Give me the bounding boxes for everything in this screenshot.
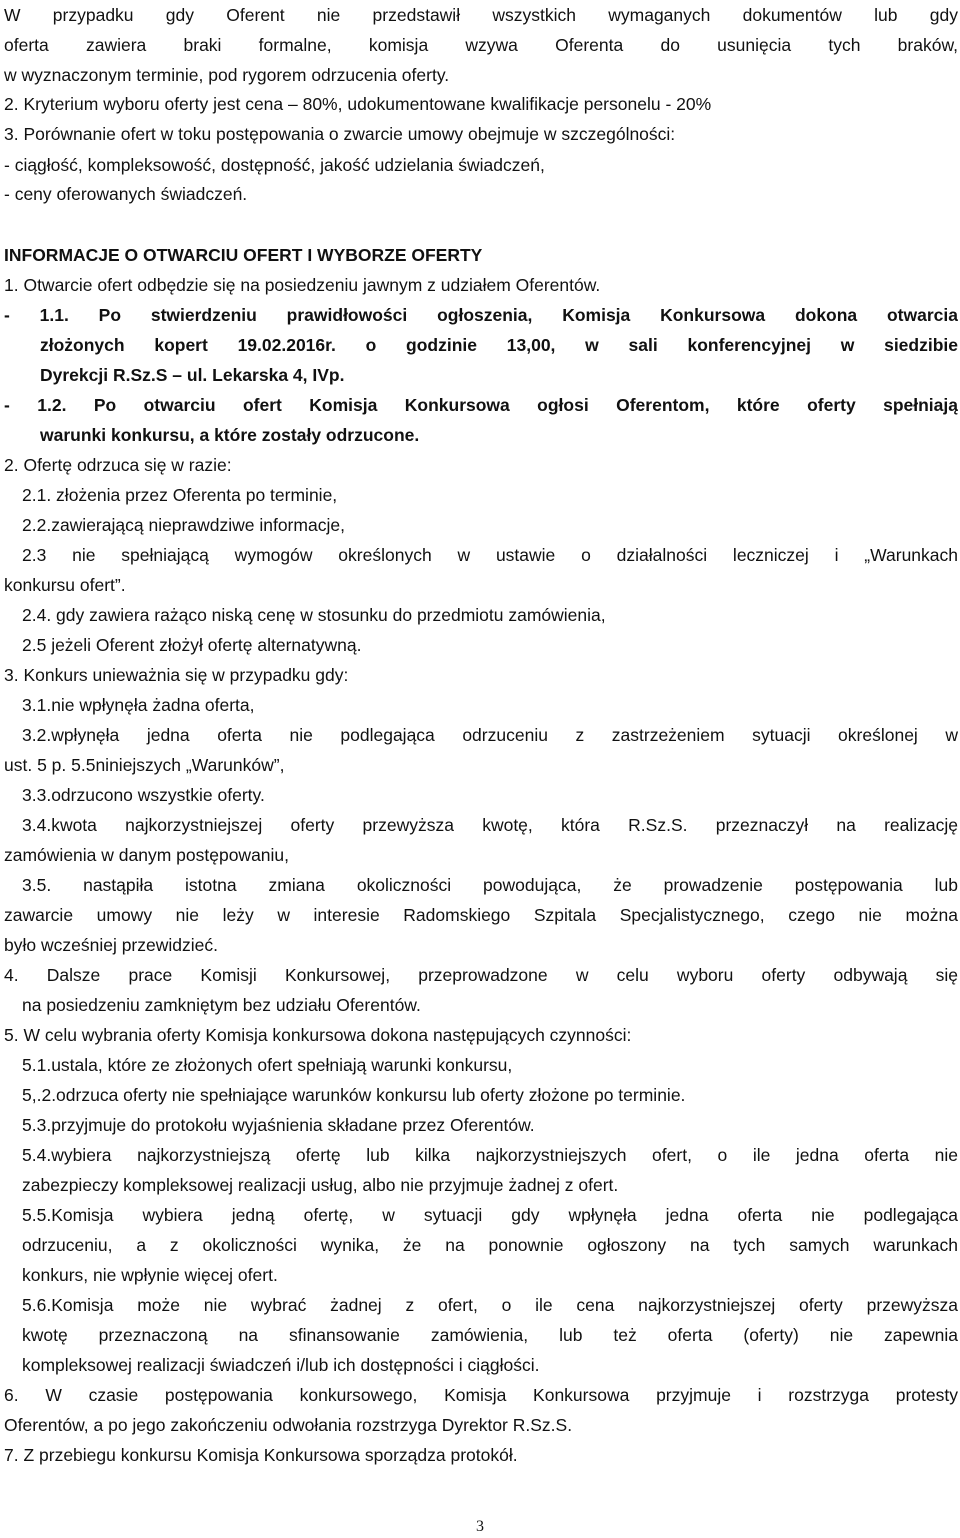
text-line: na posiedzeniu zamkniętym bez udziału Oferentów. — [22, 995, 421, 1015]
text-line: 5.5.Komisja wybiera jedną ofertę, w sytuacji gdy wpłynęła jedna oferta nie podlegająca — [22, 1205, 958, 1225]
text-line: 3.4.kwota najkorzystniejszej oferty przewyższa kwotę, która R.Sz.S. przeznaczył na realizację — [22, 815, 958, 835]
text-line: 1. Otwarcie ofert odbędzie się na posiedzeniu jawnym z udziałem Oferentów. — [4, 275, 601, 295]
text-line: 7. Z przebiegu konkursu Komisja Konkursowa sporządza protokół. — [4, 1445, 518, 1465]
text-line: konkurs, nie wpłynie więcej ofert. — [22, 1265, 278, 1285]
text-line: 2.3 nie spełniającą wymogów określonych w ustawie o działalności leczniczej i „Warunkach — [22, 545, 958, 565]
text-line: 2.2.zawierającą nieprawdziwe informacje, — [22, 515, 345, 535]
text-line: zabezpieczy kompleksowej realizacji usług, albo nie przyjmuje żadnej z ofert. — [22, 1175, 619, 1195]
text-line: 5.6.Komisja może nie wybrać żadnej z ofert, o ile cena najkorzystniejszej oferty przewyższa — [22, 1295, 958, 1315]
text-line: 2.5 jeżeli Oferent złożył ofertę alternatywną. — [22, 635, 362, 655]
text-line: Dyrekcji R.Sz.S – ul. Lekarska 4, IVp. — [40, 365, 345, 385]
text-line: warunki konkursu, a które zostały odrzucone. — [40, 425, 420, 445]
text-line: W przypadku gdy Oferent nie przedstawił wszystkich wymaganych dokumentów lub gdy — [4, 5, 958, 25]
text-line: - 1.2. Po otwarciu ofert Komisja Konkursowa ogłosi Oferentom, które oferty spełniają — [4, 395, 958, 415]
text-line: złożonych kopert 19.02.2016r. o godzinie 13,00, w sali konferencyjnej w siedzibie — [40, 335, 958, 355]
text-line: 3.5. nastąpiła istotna zmiana okoliczności powodująca, że prowadzenie postępowania lub — [22, 875, 958, 895]
text-line: 5.3.przyjmuje do protokołu wyjaśnienia składane przez Oferentów. — [22, 1115, 535, 1135]
text-line: 5.4.wybiera najkorzystniejszą ofertę lub kilka najkorzystniejszych ofert, o ile jedna oferta nie — [22, 1145, 958, 1165]
text-line: ust. 5 p. 5.5niniejszych „Warunków”, — [4, 755, 285, 775]
text-line: 5. W celu wybrania oferty Komisja konkursowa dokona następujących czynności: — [4, 1025, 632, 1045]
text-line: 2. Kryterium wyboru oferty jest cena – 80%, udokumentowane kwalifikacje personelu - 20% — [4, 94, 712, 114]
text-line: 4. Dalsze prace Komisji Konkursowej, przeprowadzone w celu wyboru oferty odbywają się — [4, 965, 958, 985]
text-line: - 1.1. Po stwierdzeniu prawidłowości ogłoszenia, Komisja Konkursowa dokona otwarcia — [4, 305, 958, 325]
text-line: - ceny oferowanych świadczeń. — [4, 184, 248, 204]
page-number: 3 — [476, 1518, 484, 1535]
text-line: 3. Porównanie ofert w toku postępowania o zwarcie umowy obejmuje w szczególności: — [4, 124, 676, 144]
text-line: zamówienia w danym postępowaniu, — [4, 845, 290, 865]
text-line: oferta zawiera braki formalne, komisja wzywa Oferenta do usunięcia tych braków, — [4, 35, 958, 55]
text-line: 3.1.nie wpłynęła żadna oferta, — [22, 695, 255, 715]
text-line: 2. Ofertę odrzuca się w razie: — [4, 455, 232, 475]
text-line: w wyznaczonym terminie, pod rygorem odrzucenia oferty. — [4, 65, 450, 85]
text-line: 5,.2.odrzuca oferty nie spełniające warunków konkursu lub oferty złożone po terminie. — [22, 1085, 686, 1105]
text-line: 3. Konkurs unieważnia się w przypadku gdy: — [4, 665, 349, 685]
text-line: 2.1. złożenia przez Oferenta po terminie, — [22, 485, 338, 505]
text-line: było wcześniej przewidzieć. — [4, 935, 218, 955]
text-line: konkursu ofert”. — [4, 575, 126, 595]
text-line: kwotę przeznaczoną na sfinansowanie zamówienia, lub też oferta (oferty) nie zapewnia — [22, 1325, 958, 1345]
text-line: 3.3.odrzucono wszystkie oferty. — [22, 785, 265, 805]
text-line: kompleksowej realizacji świadczeń i/lub ich dostępności i ciągłości. — [22, 1355, 540, 1375]
text-line: Oferentów, a po jego zakończeniu odwołania rozstrzyga Dyrektor R.Sz.S. — [4, 1415, 573, 1435]
text-line: INFORMACJE O OTWARCIU OFERT I WYBORZE OFERTY — [4, 245, 483, 265]
text-line: 2.4. gdy zawiera rażąco niską cenę w stosunku do przedmiotu zamówienia, — [22, 605, 606, 625]
text-line: 6. W czasie postępowania konkursowego, Komisja Konkursowa przyjmuje i rozstrzyga protesty — [4, 1385, 958, 1405]
text-line: 3.2.wpłynęła jedna oferta nie podlegająca odrzuceniu z zastrzeżeniem sytuacji określonej w — [22, 725, 958, 745]
text-line: zawarcie umowy nie leży w interesie Radomskiego Szpitala Specjalistycznego, czego nie można — [4, 905, 958, 925]
text-line: - ciągłość, kompleksowość, dostępność, jakość udzielania świadczeń, — [4, 155, 545, 175]
text-line: odrzuceniu, a z okoliczności wynika, że na ponownie ogłoszony na tych samych warunkach — [22, 1235, 958, 1255]
text-line: 5.1.ustala, które ze złożonych ofert spełniają warunki konkursu, — [22, 1055, 513, 1075]
